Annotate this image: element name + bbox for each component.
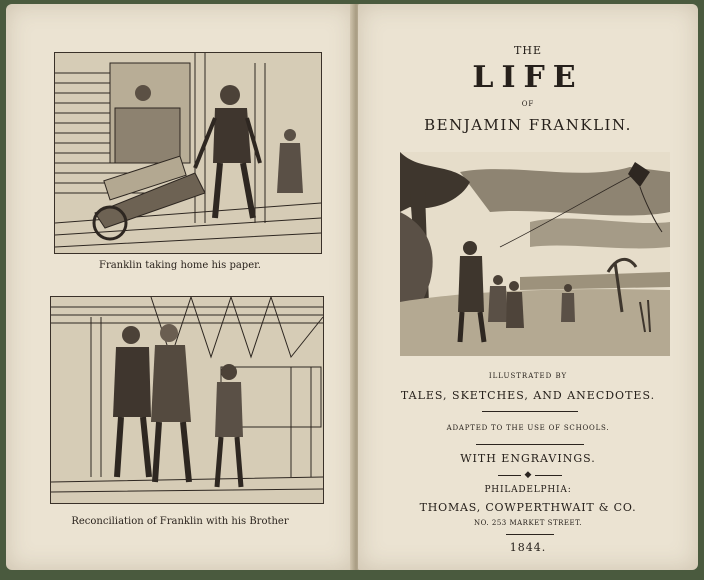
bottom-engraving-caption: Reconciliation of Franklin with his Brother xyxy=(71,516,289,527)
title-life: LIFE xyxy=(472,60,584,95)
adapted-to-schools: ADAPTED TO THE USE OF SCHOOLS. xyxy=(446,424,610,432)
rule-3 xyxy=(506,534,554,535)
publisher-city: PHILADELPHIA: xyxy=(484,485,572,495)
with-engravings: WITH ENGRAVINGS. xyxy=(460,452,596,465)
title-the: THE xyxy=(514,44,542,57)
ornament-icon: ◆ xyxy=(521,470,535,480)
engraving-reconciliation xyxy=(50,296,324,504)
illustrated-by: ILLUSTRATED BY xyxy=(488,372,568,380)
left-page xyxy=(6,4,354,570)
title-of: OF xyxy=(521,100,535,108)
rule-2 xyxy=(476,444,584,445)
engraving-wheelbarrow xyxy=(54,52,322,254)
tales-sketches-anecdotes: TALES, SKETCHES, AND ANECDOTES. xyxy=(400,389,656,402)
rule-1 xyxy=(482,411,578,412)
title-page xyxy=(358,4,698,570)
top-engraving-caption: Franklin taking home his paper. xyxy=(99,260,261,271)
engraving-kite xyxy=(400,152,670,356)
publisher-address: NO. 253 MARKET STREET. xyxy=(473,519,583,527)
publisher-name: THOMAS, COWPERTHWAIT & CO. xyxy=(419,501,637,514)
title-subject: BENJAMIN FRANKLIN. xyxy=(424,116,632,134)
publication-year: 1844. xyxy=(509,541,547,554)
